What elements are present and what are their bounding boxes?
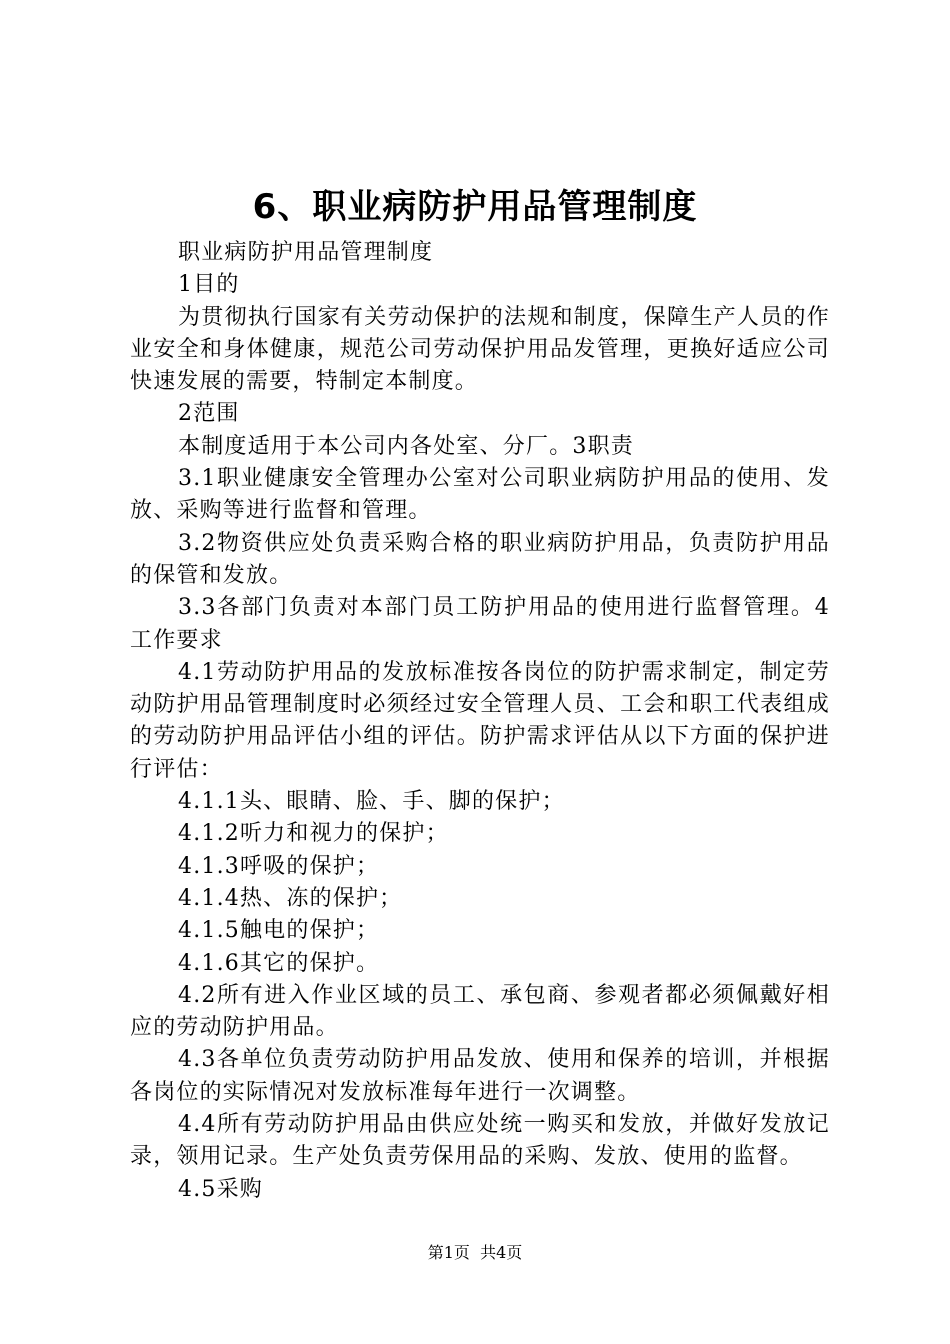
document-title: 6、职业病防护用品管理制度: [252, 187, 698, 227]
paragraph-4-1-2: 4.1.2听力和视力的保护；: [178, 821, 449, 847]
paragraph-section-purpose: 1目的: [178, 272, 240, 298]
paragraph-4-1-6: 4.1.6其它的保护。: [178, 950, 380, 976]
page-total: 共4页: [480, 1243, 523, 1262]
paragraph-4-4: 4.4所有劳动防护用品由供应处统一购买和发放，并做好发放记录，领用记录。生产处负责劳保用品的采购、发放、使用的监督。: [130, 1112, 830, 1170]
paragraph-4-2: 4.2所有进入作业区域的员工、承包商、参观者都必须佩戴好相应的劳动防护用品。: [130, 982, 830, 1041]
page-footer: [0, 1242, 950, 1264]
paragraph-3-2: 3.2物资供应处负责采购合格的职业病防护用品，负责防护用品的保管和发放。: [130, 530, 830, 588]
paragraph-4-1-3: 4.1.3呼吸的保护；: [178, 853, 380, 879]
paragraph-4-1-1: 4.1.1头、眼睛、脸、手、脚的保护；: [178, 789, 565, 815]
paragraph-4-3: 4.3各单位负责劳动防护用品发放、使用和保养的培训，并根据各岗位的实际情况对发放标准每年进行一次调整。: [130, 1047, 830, 1105]
page-number: 第1页: [427, 1243, 470, 1262]
paragraph-4-1-4: 4.1.4热、冻的保护；: [178, 885, 403, 911]
paragraph-4-1: 4.1劳动防护用品的发放标准按各岗位的防护需求制定，制定劳动防护用品管理制度时必须经过安全管理人员、工会和职工代表组成的劳动防护用品评估小组的评估。防护需求评估从以下方面的保护进行评估：: [130, 659, 830, 782]
paragraph-3-1: 3.1职业健康安全管理办公室对公司职业病防护用品的使用、发放、采购等进行监督和管理。: [130, 466, 830, 524]
paragraph-scope-text: 本制度适用于本公司内各处室、分厂。3职责: [178, 433, 634, 459]
document-body: [130, 237, 830, 1206]
paragraph-purpose-text: 为贯彻执行国家有关劳动保护的法规和制度，保障生产人员的作业安全和身体健康，规范公司劳动保护用品发管理，更换好适应公司快速发展的需要，特制定本制度。: [130, 304, 830, 395]
paragraph-subtitle: 职业病防护用品管理制度: [178, 240, 434, 265]
paragraph-4-5: 4.5采购: [178, 1176, 263, 1202]
paragraph-3-3: 3.3各部门负责对本部门员工防护用品的使用进行监督管理。4工作要求: [130, 595, 830, 653]
paragraph-section-scope: 2范围: [178, 401, 240, 427]
paragraph-4-1-5: 4.1.5触电的保护；: [178, 918, 380, 944]
